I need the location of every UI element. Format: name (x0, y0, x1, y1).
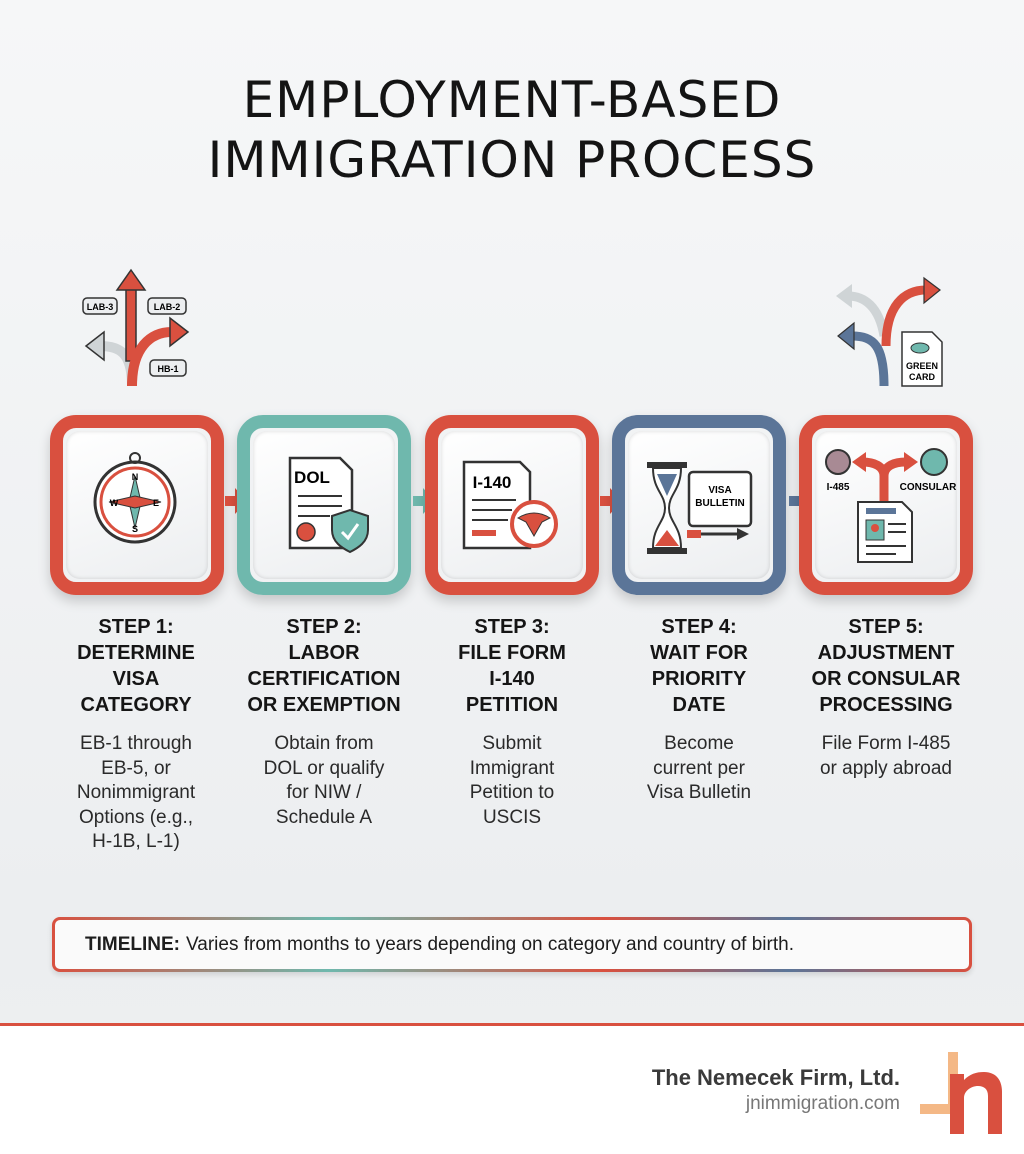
step-2-description: Obtain from DOL or qualify for NIW / Schedule A (263, 733, 385, 828)
crossroads-arrows-icon (80, 268, 200, 388)
firm-url[interactable]: jnimmigration.com (745, 1093, 900, 1114)
compass-n: N (131, 472, 139, 482)
green-card-paths-icon (834, 276, 954, 388)
compass-e: E (152, 498, 160, 508)
step-4-description: Become current per Visa Bulletin (646, 733, 752, 803)
step-5-description: File Form I-485 or apply abroad (819, 733, 953, 779)
card-label: CARD (909, 372, 935, 382)
step-3-heading: STEP 3: FILE FORM I-140 PETITION (458, 616, 566, 716)
firm-name: The Nemecek Firm, Ltd. (651, 1065, 900, 1090)
step-5-heading: STEP 5: ADJUSTMENT OR CONSULAR PROCESSING (811, 616, 961, 716)
compass-s: S (131, 524, 139, 534)
title-line-2: IMMIGRATION PROCESS (207, 131, 817, 189)
green-label: GREEN (905, 361, 939, 371)
bulletin-label: BULLETIN (695, 498, 745, 509)
step-1-heading: STEP 1: DETERMINE VISA CATEGORY (77, 616, 195, 716)
i140-label: I-140 (472, 473, 512, 492)
step-5-card (799, 415, 973, 595)
step-3-description: Submit Immigrant Petition to USCIS (469, 733, 555, 828)
adjustment-consular-icon (812, 428, 960, 582)
timeline-label: TIMELINE: (85, 933, 180, 955)
i485-label: I-485 (826, 482, 850, 493)
step-4-text (604, 614, 794, 806)
consular-label: CONSULAR (899, 482, 957, 493)
visa-label: VISA (708, 485, 732, 496)
hourglass-bulletin-icon (625, 428, 773, 582)
lab3-label: LAB-3 (86, 302, 114, 312)
hb1-label: HB-1 (157, 364, 179, 374)
step-1-card (50, 415, 224, 595)
step-2-text (229, 614, 419, 830)
i140-form-icon (438, 428, 586, 582)
dol-certificate-icon (250, 428, 398, 582)
jn-logo (920, 1052, 1004, 1134)
title-line-1: EMPLOYMENT-BASED (242, 71, 782, 129)
page-title (0, 70, 1024, 190)
step-2-card (237, 415, 411, 595)
step-1-text (41, 614, 231, 855)
firm-info (652, 1065, 900, 1115)
compass-w: W (109, 498, 119, 508)
compass-icon (63, 428, 211, 582)
step-5-text (791, 614, 981, 781)
step-1-description: EB-1 through EB-5, or Nonimmigrant Options (e.g., H-1B, L-1) (76, 733, 196, 852)
dol-label: DOL (294, 468, 330, 487)
timeline-text: Varies from months to years depending on category and country of birth. (186, 933, 794, 955)
step-3-text (417, 614, 607, 830)
step-2-heading: STEP 2: LABOR CERTIFICATION OR EXEMPTION (247, 616, 401, 716)
lab2-label: LAB-2 (153, 302, 181, 312)
step-3-card (425, 415, 599, 595)
step-4-heading: STEP 4: WAIT FOR PRIORITY DATE (650, 616, 748, 716)
timeline-banner (52, 917, 972, 972)
step-4-card (612, 415, 786, 595)
